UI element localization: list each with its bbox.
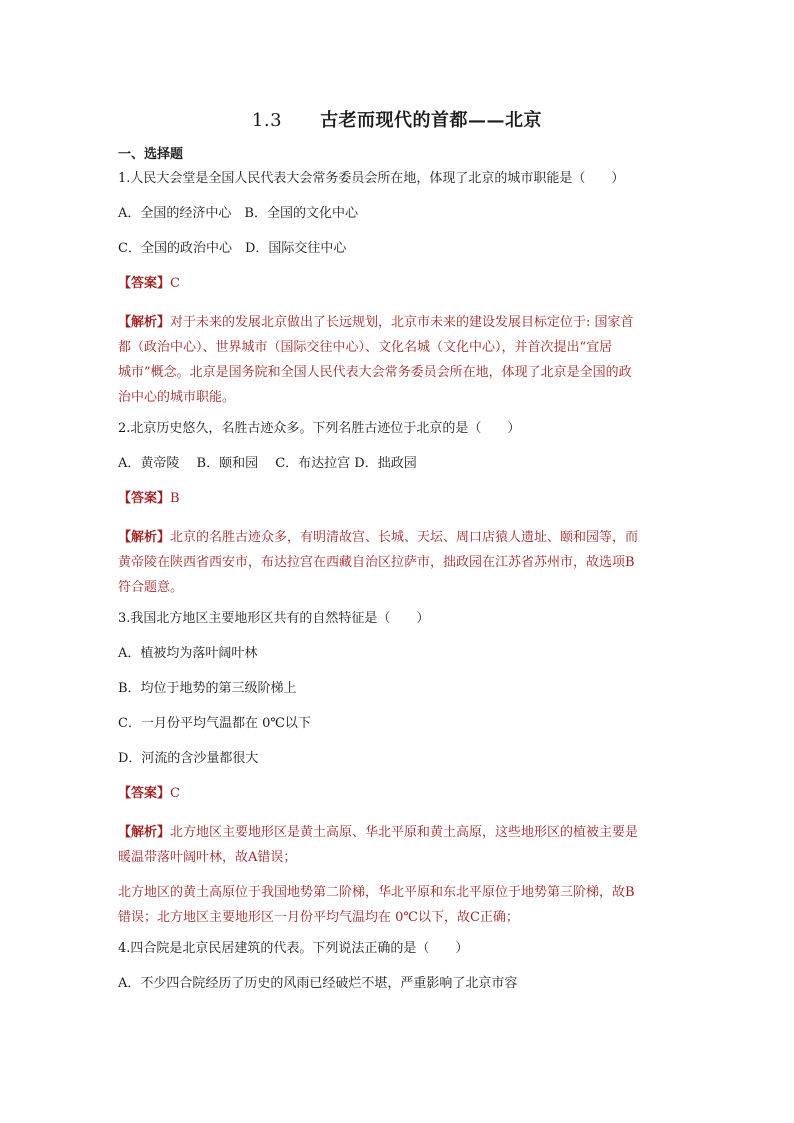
answer-tag: 【答案】 (118, 491, 171, 506)
analysis-line: 城市”概念。北京是国务院和全国人民代表大会常务委员会所在地，体现了北京是全国的政 (118, 365, 632, 380)
analysis (118, 820, 688, 870)
option-row: C．全国的政治中心 D．国际交往中心 (118, 241, 347, 256)
analysis-line: 黄帝陵在陕西省西安市，布达拉宫在西藏自治区拉萨市，拙政园在江苏省苏州市，故选项B (118, 555, 635, 570)
analysis-line: 符合题意。 (118, 580, 184, 595)
answer-value: C (170, 786, 180, 801)
answer-value: C (170, 276, 180, 291)
question-4 (118, 940, 688, 993)
analysis-line: 【解析】北京的名胜古迹众多，有明清故宫、长城、天坛、周口店猿人遗址、颐和园等，而 (118, 530, 639, 545)
analysis-tag: 【解析】 (118, 315, 171, 330)
option-row: A．全国的经济中心 B．全国的文化中心 (118, 206, 358, 221)
lesson-title: 古老而现代的首都——北京 (320, 110, 543, 131)
question-stem: 3.我国北方地区主要地形区共有的自然特征是（ ） (118, 611, 430, 626)
answer-value: B (170, 491, 180, 506)
analysis-line: 【解析】对于未来的发展北京做出了长远规划，北京市未来的建设发展目标定位于: 国家首 (118, 315, 634, 330)
answer (118, 490, 688, 508)
analysis-continued (118, 880, 688, 930)
analysis-tag: 【解析】 (118, 530, 171, 545)
section-heading: 一、选择题 (118, 147, 184, 162)
question-stem: 1.人民大会堂是全国人民代表大会常务委员会所在地，体现了北京的城市职能是（ ） (118, 171, 625, 186)
analysis-line: 治中心的城市职能。 (118, 390, 236, 405)
option-row: A．黄帝陵 B．颐和园 C．布达拉宫 D．拙政园 (118, 456, 417, 471)
page-title (0, 106, 794, 132)
question-3 (118, 610, 688, 930)
question-1 (118, 170, 688, 410)
answer-tag: 【答案】 (118, 786, 171, 801)
analysis-line: 北方地区的黄土高原位于我国地势第二阶梯，华北平原和东北平原位于地势第三阶梯，故B (118, 885, 635, 900)
option-row: C．一月份平均气温都在 0℃以下 (118, 716, 311, 731)
question-stem: 4.四合院是北京民居建筑的代表。下列说法正确的是（ ） (118, 941, 469, 956)
lesson-number: 1.3 (251, 110, 283, 131)
analysis-line: 错误；北方地区主要地形区一月份平均气温均在 0℃以下，故C正确； (118, 910, 519, 925)
analysis-line: 【解析】北方地区主要地形区是黄土高原、华北平原和黄土高原，这些地形区的植被主要是 (118, 825, 639, 840)
analysis (118, 525, 688, 600)
analysis-line: 暖温带落叶阔叶林，故A错误； (118, 850, 297, 865)
option-row: A．不少四合院经历了历史的风雨已经破烂不堪，严重影响了北京市容 (118, 976, 518, 991)
analysis-line: 都（政治中心）、世界城市（国际交往中心）、文化名城（文化中心），并首次提出“宜居 (118, 340, 613, 355)
answer-tag: 【答案】 (118, 276, 171, 291)
answer (118, 275, 688, 293)
option-row: B．均位于地势的第三级阶梯上 (118, 681, 297, 696)
content (118, 146, 688, 1010)
option-row: A．植被均为落叶阔叶林 (118, 646, 258, 661)
question-2 (118, 420, 688, 600)
answer (118, 785, 688, 803)
option-row: D．河流的含沙量都很大 (118, 751, 259, 766)
analysis (118, 310, 688, 410)
analysis-tag: 【解析】 (118, 825, 171, 840)
question-stem: 2.北京历史悠久，名胜古迹众多。下列名胜古迹位于北京的是（ ） (118, 421, 521, 436)
